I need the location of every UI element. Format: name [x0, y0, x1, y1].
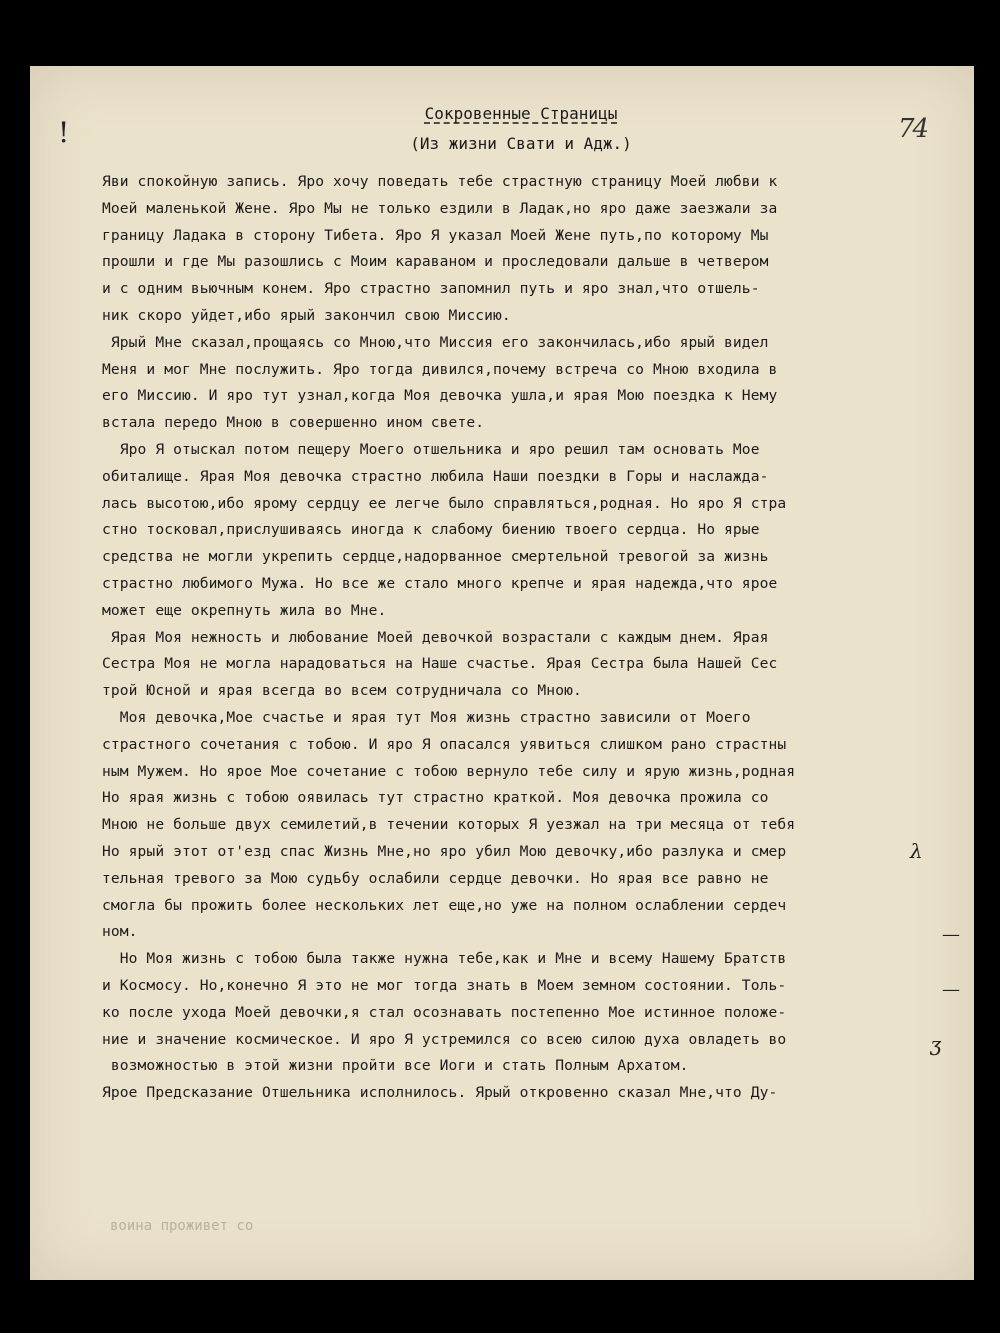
text-line: и с одним вьючным конем. Яро страстно запомнил путь и яро знал,что отшель- — [102, 280, 760, 298]
text-line: стно тосковал,прислушиваясь иногда к слабому биению твоего сердца. Но ярые — [102, 521, 760, 539]
text-line: границу Ладака в сторону Тибета. Яро Я указал Моей Жене путь,по которому Мы — [102, 226, 769, 244]
text-line: Но Моя жизнь с тобою была также нужна тебе,как и Мне и всему Нашему Братств — [102, 950, 787, 968]
document-title: Сокровенные Страницы — [424, 104, 618, 123]
text-line: Ярое Предсказание Отшельника исполнилось. Ярый откровенно сказал Мне,что Ду- — [102, 1084, 778, 1102]
pen-mark: — — [942, 924, 960, 945]
text-line: Меня и мог Мне послужить. Яро тогда дивился,почему встреча со Мною входила в — [102, 360, 778, 378]
text-line: Но ярый этот от'езд спас Жизнь Мне,но яро убил Мою девочку,ибо разлука и смер — [102, 842, 787, 860]
text-line: может еще окрепнуть жила во Мне. — [102, 601, 387, 619]
document-subtitle: (Из жизни Свати и Адж.) — [410, 134, 632, 153]
text-line: обиталище. Ярая Моя девочка страстно любила Наши поездки в Горы и наслажда- — [102, 467, 769, 485]
text-line: Ярая Моя нежность и любование Моей девочкой возрастали с каждым днем. Ярая — [102, 628, 769, 646]
text-line: Но ярая жизнь с тобою оявилась тут страстно краткой. Моя девочка прожила со — [102, 789, 769, 807]
text-line: Мною не больше двух семилетий,в течении которых Я уезжал на три месяца от тебя — [102, 816, 796, 834]
handwritten-page-number: 74 — [898, 114, 928, 144]
pen-mark: λ — [910, 839, 923, 863]
typed-page — [30, 66, 974, 1280]
text-line: страстного сочетания с тобою. И яро Я опасался уявиться слишком рано страстны — [102, 735, 787, 753]
text-line: и Космосу. Но,конечно Я это не мог тогда знать в Моем земном состоянии. Толь- — [102, 976, 787, 994]
faded-offset-text: воина проживет со — [110, 1218, 254, 1234]
margin-mark: ! — [58, 116, 70, 149]
text-line: его Миссию. И яро тут узнал,когда Моя девочка ушла,и ярая Мою поездка к Нему — [102, 387, 778, 405]
text-line: Моей маленькой Жене. Яро Мы не только ездили в Ладак,но яро даже заезжали за — [102, 199, 778, 217]
text-line: ние и значение космическое. И яро Я устремился со всею силою духа овладеть во — [102, 1030, 787, 1048]
text-line: Моя девочка,Мое счастье и ярая тут Моя жизнь страстно зависили от Моего — [102, 708, 751, 726]
text-line: средства не могли укрепить сердце,надорванное смертельной тревогой за жизнь — [102, 548, 769, 566]
pen-mark: — — [942, 979, 960, 1000]
text-line: трой Юсной и ярая всегда во всем сотрудничала со Мною. — [102, 682, 582, 700]
text-line: ном. — [102, 923, 138, 941]
text-line: страстно любимого Мужа. Но все же стало много крепче и ярая надежда,что ярое — [102, 574, 778, 592]
text-line: ник скоро уйдет,ибо ярый закончил свою Миссию. — [102, 306, 511, 324]
text-line: прошли и где Мы разошлись с Моим караваном и проследовали дальше в четвером — [102, 253, 769, 271]
text-line: Сестра Моя не могла нарадоваться на Наше счастье. Ярая Сестра была Нашей Сес — [102, 655, 778, 673]
body-text — [102, 169, 932, 1107]
text-line: смогла бы прожить более нескольких лет еще,но уже на полном ослаблении сердеч — [102, 896, 787, 914]
text-line: ко после ухода Моей девочки,я стал осознавать постепенно Мое истинное положе- — [102, 1003, 787, 1021]
text-line: тельная тревого за Мою судьбу ослабили сердце девочки. Но ярая все равно не — [102, 869, 769, 887]
title-block — [30, 99, 974, 159]
text-line: лась высотою,ибо ярому сердцу ее легче было справляться,родная. Но яро Я стра — [102, 494, 787, 512]
text-line: возможностью в этой жизни пройти все Иоги и стать Полным Архатом. — [102, 1057, 689, 1075]
text-line: встала передо Мною в совершенно ином свете. — [102, 414, 485, 432]
text-line: Яро Я отыскал потом пещеру Моего отшельника и яро решил там основать Мое — [102, 440, 760, 458]
pen-mark: ʒ — [930, 1032, 942, 1056]
text-line: Яви спокойную запись. Яро хочу поведать тебе страстную страницу Моей любви к — [102, 173, 778, 190]
text-line: ным Мужем. Но ярое Мое сочетание с тобою вернуло тебе силу и ярую жизнь,родная — [102, 762, 796, 780]
text-line: Ярый Мне сказал,прощаясь со Мною,что Миссия его закончилась,ибо ярый видел — [102, 333, 769, 351]
